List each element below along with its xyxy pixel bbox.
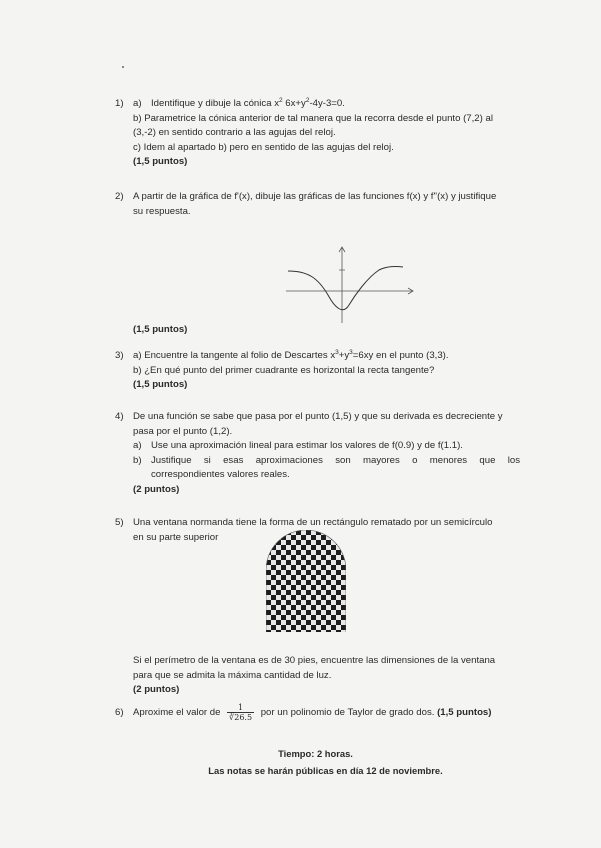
question-line: Si el perímetro de la ventana es de 30 pies, encuentre las dimensiones de la ventana [133,655,496,666]
question-line: b) ¿En qué punto del primer cuadrante es horizontal la recta tangente? [133,364,435,376]
question-number: 1) [115,98,124,109]
question-points: (1,5 puntos) [133,156,188,168]
question-line: para que se admita la máxima cantidad de luz. [133,669,332,681]
question-line: a) Encuentre la tangente al folio de Descartes $x^3+y^3=6xy$ en el punto (3,3). [133,349,449,361]
derivative-curve [288,266,403,309]
norman-window-image [266,530,346,632]
question-number: 2) [115,191,124,202]
question-points: (2 puntos) [133,684,180,696]
fraction: $\frac{1}{∛26.5}$ [229,703,253,722]
question-number: 4) [115,411,124,422]
question-line: b) Parametrice la cónica anterior de tal manera que la recorra desde el punto (7,2) al [133,112,493,124]
question-points: (2 puntos) [133,483,180,495]
exam-time: Tiempo: 2 horas. [278,748,353,759]
question-line: Una ventana normanda tiene la forma de un rectángulo rematado por un semicírculo [133,517,493,528]
question-line: (3,-2) en sentido contrario a las agujas del reloj. [133,127,336,139]
question-number: 6) [115,707,124,718]
question-line: De una función se sabe que pasa por el punto (1,5) y que su derivada es decreciente y [133,411,503,422]
exam-notes: Las notas se harán públicas en día 12 de noviembre. [208,765,443,776]
question-line: pasa por el punto (1,2). [133,425,233,437]
scan-speck [122,66,124,68]
question-line: Aproxime el valor de $\frac{1}{∛26.5}$ por un polinomio de Taylor de grado dos. (1,5 puntos) [133,703,492,722]
question-points: (1,5 puntos) [133,379,188,391]
question-points: (1,5 puntos) [437,707,492,719]
question-line: c) Idem al apartado b) pero en sentido de las agujas del reloj. [133,141,394,153]
question-line: a) Identifique y dibuje la cónica $x^2$ $6x+y^2-4y-3=0$. [133,97,345,109]
question-sub-b: b) Justifique si esas aproximaciones son mayores o menores que los [133,454,520,466]
question-line: A partir de la gráfica de f'(x), dibuje las gráficas de las funciones f(x) y f''(x) y justifique [133,191,497,202]
question-2-points: (1,5 puntos) [133,324,188,335]
question-line: su respuesta. [133,205,191,217]
question-number: 3) [115,350,124,361]
derivative-graph [283,243,418,325]
question-sub-a: a) Use una aproximación lineal para estimar los valores de f(0.9) y de f(1.1). [133,440,463,452]
question-5-continued [133,654,525,698]
question-number: 5) [115,517,124,528]
question-line: en su parte superior [133,531,219,543]
question-line: correspondientes valores reales. [151,469,290,481]
